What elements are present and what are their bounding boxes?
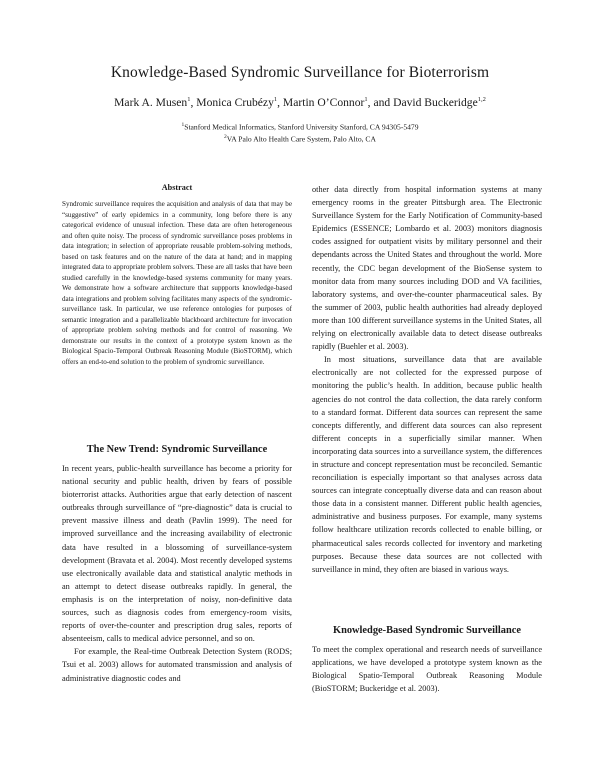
section-body-knowledge-based xyxy=(312,643,542,695)
author-separator: , xyxy=(277,96,283,109)
author-affiliation-mark: 1 xyxy=(273,96,278,104)
author-name: Mark A. Musen xyxy=(114,96,188,109)
author-list xyxy=(0,96,600,109)
affiliation-mark: 1 xyxy=(181,122,185,128)
author-affiliation-mark: 1 xyxy=(364,96,368,104)
body-paragraph: In recent years, public-health surveillance has become a priority for national security and public health, driven by fears of possible bioterrorist attacks. Authorities argue that early detection of nascent outbreaks through surveillance of “pre-diagnostic” data is crucial to prevent massive illness and death (Pavlin 1999). The need for improved surveillance and the increasing availability of electronic data have resulted in a blossoming of surveillance-system development (Bravata et al. 2004). Most recently developed systems use electronically available data and statistical analytic methods in an attempt to detect disease outbreaks rapidly. In general, the emphasis is on the interpretation of noisy, non-definitive data sources, such as diagnosis codes from emergency-room visits, reports of over-the-counter and prescription drug sales, reports of absenteeism, calls to medical advice personnel, and so on. xyxy=(62,464,292,644)
body-paragraph: In most situations, surveillance data that are available electronically are not collected for the expressed purpose of monitoring the public’s health. In addition, because public health agencies do not control the data collection, the data rarely conform to a standard format. Different data sources can represent the same concepts differently, and different data sources can also represent different concepts in a superficially similar manner. When incorporating data sources into a surveillance system, the differences in structure and concept representation must be reconciled. Semantic reconciliation is especially important so that analyses across data sources can integrate conceptually diverse data and can reason about those data in a consistent manner. Different public health agencies, administrative and business purposes. For example, many systems follow healthcare utilization records collected to enable billing, or pharmaceutical sales records collected for inventory and marketing purposes. Because these data sources are not collected with surveillance in mind, they often are biased in various ways. xyxy=(312,355,542,574)
affiliation-mark: 2 xyxy=(224,134,227,140)
section-heading-new-trend: The New Trend: Syndromic Surveillance xyxy=(86,444,268,455)
author-separator: , xyxy=(190,96,197,109)
abstract-body xyxy=(62,199,292,367)
abstract-heading: Abstract xyxy=(161,183,193,192)
body-paragraph: other data directly from hospital information systems at many emergency rooms in the greater Pittsburgh area. The Electronic Surveillance System for the Early Notification of Community-based Epidemics (ESSENCE; Lombardo et al. 2003) monitors diagnosis codes assigned for outpatient visits by military personnel and their dependants across the United States and throughout the world. More recently, the CDC began development of the BioSense system to monitor data from many sources including DOD and VA facilities, laboratory systems, and over-the-counter pharmaceutical sales. By the summer of 2003, public health authorities had already deployed more than 100 different surveillance systems in the United States, all relying on electronically available data to detect disease outbreaks rapidly (Buehler et al. 2003). xyxy=(312,185,542,352)
author-name: Monica Crubézy xyxy=(196,96,274,109)
author-separator: , and xyxy=(367,96,394,109)
affiliation-text: VA Palo Alto Health Care System, Palo Alto, CA xyxy=(226,134,376,144)
affiliation-1 xyxy=(0,122,600,132)
abstract-paragraph: Syndromic surveillance requires the acquisition and analysis of data that may be “suggestive” of early epidemics in a community, long before there is any categorical evidence of unusual infection. These data are often heterogeneous and often quite noisy. The process of syndromic surveillance poses problems in data integration; in selection of appropriate reusable problem-solving methods, based on task features and on the nature of the data at hand; and in mapping integrated data to appropriate problem solvers. These are all tasks that have been studied carefully in the knowledge-based systems community for many years. We demonstrate how a software architecture that suppports knowledge-based data integrations and problem solving facilitates many aspects of the syndromic-surveillance task. In particular, we use reference ontologies for purposes of semantic integration and a parallelizable blackboard architecture for invocation of appropriate problem solving methods and for control of reasoning. We demonstrate our results in the context of a prototype system known as the Biological Spacio-Temporal Outbreak Reasoning Module (BioSTORM), which offers an end-to-end solution to the problem of syndromic surveillance. xyxy=(62,200,292,366)
section-heading-knowledge-based: Knowledge-Based Syndromic Surveillance xyxy=(332,625,521,636)
author-name: Martin O’Connor xyxy=(282,96,365,109)
body-paragraph: To meet the complex operational and research needs of surveillance applications, we have developed a prototype system known as the Biological Spatio-Temporal Outbreak Reasoning Module (BioSTORM; Buckeridge et al. 2003). xyxy=(312,645,542,694)
author-name: David Buckeridge xyxy=(393,96,478,109)
body-paragraph: For example, the Real-time Outbreak Detection System (RODS; Tsui et al. 2003) allows for automated transmission and analysis of administrative diagnostic codes and xyxy=(62,647,292,683)
affiliation-text: Stanford Medical Informatics, Stanford University Stanford, CA 94305-5479 xyxy=(184,122,419,132)
author-affiliation-mark: 1 xyxy=(187,96,191,104)
author-affiliation-mark: 1,2 xyxy=(477,96,486,104)
paper-title: Knowledge-Based Syndromic Surveillance for Bioterrorism xyxy=(110,64,490,81)
affiliation-2 xyxy=(0,134,600,144)
section-body-new-trend xyxy=(62,462,292,685)
right-column-body xyxy=(312,183,542,576)
